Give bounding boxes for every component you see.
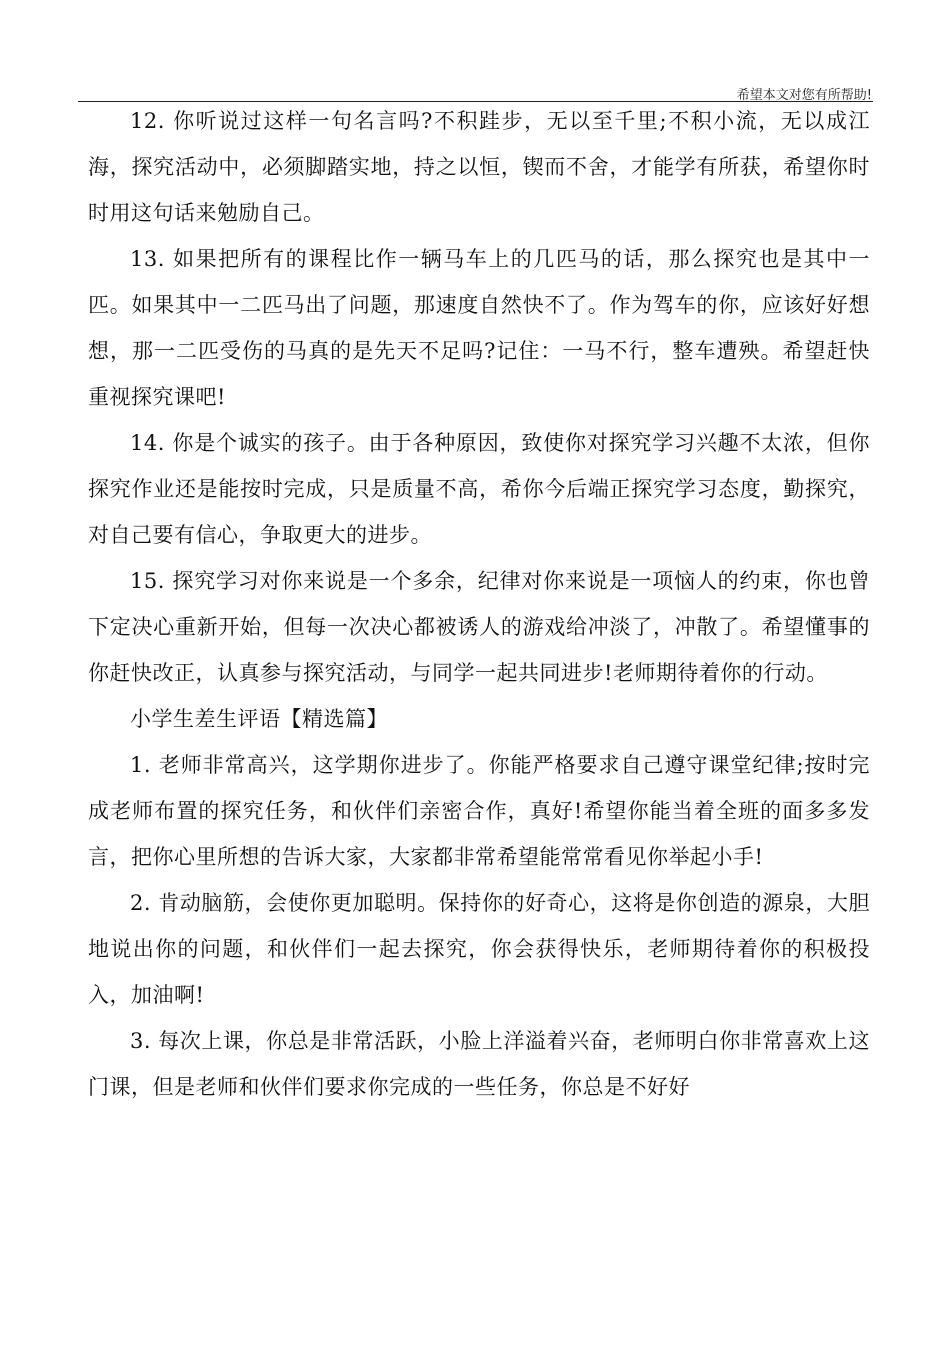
- paragraph-13: 13. 如果把所有的课程比作一辆马车上的几匹马的话，那么探究也是其中一匹。如果其中一二匹马出了问题，那速度自然快不了。作为驾车的你，应该好好想想，那一二匹受伤的马真的是先天不足吗?记住：一马不行，整车遭殃。希望赶快重视探究课吧!: [88, 247, 870, 409]
- paragraph-12: 12. 你听说过这样一句名言吗?不积跬步，无以至千里;不积小流，无以成江海，探究活动中，必须脚踏实地，持之以恒，锲而不舍，才能学有所获，希望你时时用这句话来勉励自己。: [88, 109, 870, 225]
- paragraph-14: 14. 你是个诚实的孩子。由于各种原因，致使你对探究学习兴趣不太浓，但你探究作业还是能按时完成，只是质量不高，希你今后端正探究学习态度，勤探究，对自己要有信心，争取更大的进步。: [88, 431, 870, 547]
- paragraph-3: 3. 每次上课，你总是非常活跃，小脸上洋溢着兴奋，老师明白你非常喜欢上这门课，但是老师和伙伴们要求你完成的一些任务，你总是不好好: [88, 1029, 870, 1099]
- paragraph-1: 1. 老师非常高兴，这学期你进步了。你能严格要求自己遵守课堂纪律;按时完成老师布置的探究任务，和伙伴们亲密合作，真好!希望你能当着全班的面多多发言，把你心里所想的告诉大家，大家都非常希望能常常看见你举起小手!: [88, 753, 870, 869]
- section-title: 小学生差生评语【精选篇】: [130, 707, 388, 731]
- document-body: [88, 98, 870, 1110]
- paragraph-2: 2. 肯动脑筋，会使你更加聪明。保持你的好奇心，这将是你创造的源泉，大胆地说出你的问题，和伙伴们一起去探究，你会获得快乐，老师期待着你的积极投入，加油啊!: [88, 891, 870, 1007]
- header-note: 希望本文对您有所帮助!: [736, 88, 872, 103]
- paragraph-15: 15. 探究学习对你来说是一个多余，纪律对你来说是一项恼人的约束，你也曾下定决心重新开始，但每一次决心都被诱人的游戏给冲淡了，冲散了。希望懂事的你赶快改正，认真参与探究活动，与同学一起共同进步!老师期待着你的行动。: [88, 569, 870, 685]
